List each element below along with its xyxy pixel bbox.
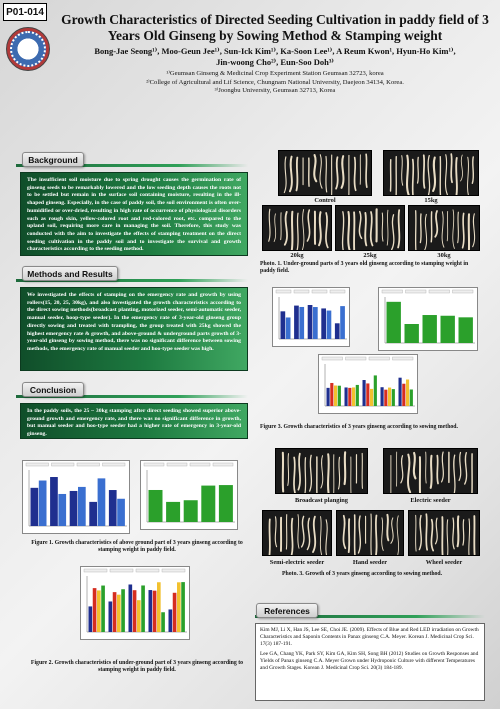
chart-bar bbox=[294, 306, 299, 339]
figure2-caption: Figure 2. Growth characteristics of under-ground part of 3 years ginseng according to stamping weight in paddy field. bbox=[30, 660, 244, 674]
ginseng-root-shape bbox=[459, 452, 461, 480]
chart-bar bbox=[70, 491, 78, 526]
ginseng-root-shape bbox=[305, 458, 306, 494]
chart-bar bbox=[330, 383, 333, 406]
ginseng-root-shape bbox=[418, 157, 419, 183]
chart-bar bbox=[181, 582, 185, 632]
figure1-caption: Figure 1. Growth characteristics of above ground part of 3 years ginseng according to stamping weight in paddy field. bbox=[31, 540, 243, 554]
ginseng-root-shape bbox=[456, 158, 457, 196]
chart-bar bbox=[384, 390, 387, 406]
label-broadcast: Broadcast planging bbox=[295, 497, 348, 504]
ginseng-root-shape bbox=[343, 516, 345, 548]
chart-bar bbox=[374, 375, 377, 406]
ginseng-root-shape bbox=[328, 454, 329, 494]
photo-electric bbox=[383, 448, 478, 494]
chart-legend-box bbox=[77, 463, 100, 466]
chart-bar bbox=[399, 378, 402, 406]
ginseng-root-shape bbox=[336, 157, 338, 188]
ginseng-root-shape bbox=[419, 516, 421, 550]
ginseng-root-shape bbox=[447, 211, 448, 240]
chart-bar bbox=[39, 481, 47, 526]
label-15kg: 15kg bbox=[424, 197, 438, 204]
chart-bar bbox=[392, 389, 395, 406]
fig1-chart-a bbox=[22, 460, 130, 534]
chart-bar bbox=[153, 591, 157, 632]
chart-bar bbox=[109, 490, 117, 526]
chart-bar bbox=[219, 485, 233, 522]
chart-legend-box bbox=[429, 290, 450, 293]
ginseng-root-shape bbox=[285, 212, 287, 245]
chart-legend-box bbox=[369, 357, 390, 360]
methods-text: We investigated the effects of stamping on the emergency rate and growth by using rollers(15, 20, 25, 30kg), and also investigated the growth characteristics according to the direct sowing methods(broadcast planting, motorized seeder, semi-automatic seeder, manual seeder, hoop-type seeder). In the emergency rate of 3-year-old ginseng group directly sowing and treated with trampling, the group treated with 25kg showed the highest emergency rate & growth, and above-ground & underground parts growth of 3-year-old ginseng by sowing method, there was no significant difference between sowing methods, the emergency rate of manual seeder and hoo-type seeder was high. bbox=[20, 287, 248, 371]
ginseng-root-shape bbox=[437, 456, 438, 484]
chart-bar bbox=[173, 593, 177, 632]
ginseng-root-shape bbox=[354, 158, 355, 191]
ginseng-root-shape bbox=[284, 157, 286, 193]
ginseng-root-shape bbox=[465, 453, 467, 484]
ginseng-root-shape bbox=[414, 453, 416, 478]
chart-bar bbox=[184, 500, 198, 522]
ginseng-root-shape bbox=[435, 211, 437, 237]
label-wheel: Wheel seeder bbox=[425, 559, 463, 566]
chart-legend-box bbox=[382, 290, 403, 293]
chart-bar bbox=[201, 486, 215, 522]
ginseng-root-shape bbox=[269, 519, 270, 556]
photo-broadcast bbox=[275, 448, 368, 494]
chart-legend-box bbox=[110, 569, 133, 572]
ginseng-root-shape bbox=[425, 214, 427, 250]
chart-legend-box bbox=[167, 463, 187, 466]
ginseng-root-shape bbox=[407, 156, 409, 195]
ginseng-root-shape bbox=[426, 452, 427, 483]
chart-bar bbox=[101, 586, 105, 632]
ginseng-root-shape bbox=[431, 456, 432, 488]
ginseng-root-shape bbox=[359, 212, 361, 239]
ginseng-root-shape bbox=[314, 155, 316, 181]
ginseng-root-shape bbox=[365, 213, 366, 246]
reference-1: Kim MJ, Li X, Han JS, Lee SE, Choi JE. (2009). Effects of Blue and Red LED irradiation on Growth Characteristics and Saponin Contents in Panax ginseng C.A. Meyer. Korean J. Medicinal Crop Sci. 17(3) 187-191. bbox=[260, 627, 479, 647]
chart-bar bbox=[348, 388, 351, 406]
chart-legend-box bbox=[312, 290, 327, 293]
chart-bar bbox=[141, 585, 145, 632]
photo1-caption: Photo. 1. Under-ground parts of 3 years old ginseng according to stamping weight in paddy field. bbox=[260, 261, 469, 275]
ginseng-root-shape bbox=[371, 514, 372, 556]
ginseng-root-shape bbox=[366, 154, 367, 187]
chart-bar bbox=[321, 308, 326, 339]
chart-bar bbox=[133, 590, 137, 632]
chart-bar bbox=[161, 612, 165, 632]
chart-bar bbox=[169, 609, 173, 632]
ginseng-root-shape bbox=[387, 515, 388, 541]
chart-bar bbox=[356, 385, 359, 406]
ginseng-root-shape bbox=[426, 514, 427, 550]
ginseng-root-shape bbox=[442, 452, 444, 482]
chart-bar bbox=[340, 306, 345, 339]
conclusion-heading: Conclusion bbox=[22, 382, 84, 397]
chart-bar bbox=[31, 488, 39, 526]
photo-hand bbox=[336, 510, 404, 556]
ginseng-root-shape bbox=[298, 515, 299, 549]
poster-title: Growth Characteristics of Directed Seeding Cultivation in paddy field of 3 Years Old Ginseng by Sowing Method & Stamping weight bbox=[61, 12, 489, 43]
chart-legend-box bbox=[213, 463, 233, 466]
ginseng-root-shape bbox=[453, 455, 455, 494]
label-30kg: 30kg bbox=[437, 252, 451, 259]
chart-legend-box bbox=[330, 290, 345, 293]
chart-bar bbox=[338, 386, 341, 406]
chart-bar bbox=[459, 317, 473, 343]
chart-bar bbox=[327, 311, 332, 339]
ginseng-root-shape bbox=[348, 212, 349, 250]
ginseng-root-shape bbox=[398, 210, 399, 247]
background-text: The insufficient soil moisture due to spring drought causes the germination rate of ginseng seeds to be remarkably lowered and the low seeding depth causes the roots not to be settled but remain in the surface soil containing moisture, resulting in the ill-shaped ginseng. Especially, in the case of paddy soil, the soil environment is often over-humidified or over-dried, resulting in high rate of occurrence of physiological disorders such as rough skin, yellow-colored root and red-colored root, etc. compared to the upland soil, requiring more care in managing the soil. Therefore, this study was conducted with the aim to investigate the effects of stamping treatment on the direct seeding cultivation in the paddy soil and to investigate the survival and growth characteristics according to the seeding method. bbox=[20, 172, 248, 256]
ginseng-root-shape bbox=[402, 156, 403, 186]
chart-bar bbox=[137, 600, 141, 632]
label-semi-electric: Semi-electric seeder bbox=[269, 559, 325, 566]
ginseng-root-shape bbox=[371, 212, 373, 245]
chart-legend-box bbox=[52, 463, 75, 466]
chart-bar bbox=[370, 389, 373, 406]
ginseng-root-shape bbox=[338, 457, 339, 489]
ginseng-root-shape bbox=[342, 156, 344, 188]
ginseng-root-shape bbox=[458, 516, 459, 546]
ginseng-root-shape bbox=[473, 214, 475, 247]
ginseng-root-shape bbox=[408, 455, 410, 493]
chart-bar bbox=[129, 584, 133, 632]
ginseng-root-shape bbox=[382, 518, 384, 551]
ginseng-root-shape bbox=[453, 210, 455, 249]
poster-id: P01-014 bbox=[3, 3, 47, 21]
authors-line-2: Jin-woong Cho²⁾, Eun-Soo Doh³⁾ bbox=[216, 57, 334, 67]
chart-bar bbox=[363, 380, 366, 406]
logo-ring bbox=[10, 31, 46, 67]
ginseng-root-shape bbox=[320, 155, 322, 188]
chart-bar bbox=[388, 388, 391, 406]
ginseng-root-shape bbox=[382, 213, 383, 241]
ginseng-root-shape bbox=[468, 157, 470, 196]
chart-bar bbox=[308, 305, 313, 339]
chart-bar bbox=[58, 494, 66, 526]
ginseng-root-shape bbox=[392, 215, 394, 250]
chart-legend-box bbox=[346, 357, 367, 360]
ginseng-root-shape bbox=[343, 212, 345, 251]
ginseng-root-shape bbox=[307, 518, 309, 549]
ginseng-root-shape bbox=[427, 156, 429, 196]
chart-bar bbox=[406, 380, 409, 406]
chart-legend-box bbox=[144, 463, 164, 466]
chart-bar bbox=[117, 499, 125, 526]
ginseng-root-shape bbox=[274, 214, 276, 242]
chart-legend-box bbox=[136, 569, 159, 572]
chart-legend-box bbox=[322, 357, 343, 360]
ginseng-root-shape bbox=[433, 158, 435, 191]
ginseng-root-shape bbox=[294, 458, 295, 494]
ginseng-root-shape bbox=[321, 456, 323, 488]
ginseng-root-shape bbox=[469, 519, 470, 556]
photo-wheel bbox=[408, 510, 480, 556]
chart-bar bbox=[313, 307, 318, 339]
chart-bar bbox=[441, 316, 455, 343]
ginseng-root-shape bbox=[375, 515, 376, 556]
chart-bar bbox=[149, 590, 153, 632]
ginseng-root-shape bbox=[401, 456, 403, 483]
chart-legend-box bbox=[103, 463, 126, 466]
methods-heading: Methods and Results bbox=[22, 266, 118, 281]
ginseng-root-shape bbox=[296, 158, 297, 191]
figure3-caption: Figure 3. Growth characteristics of 3 years ginseng according to sowing method. bbox=[260, 424, 458, 430]
affiliations bbox=[60, 70, 490, 96]
chart-bar bbox=[89, 606, 93, 632]
chart-bar bbox=[97, 590, 101, 632]
ginseng-root-shape bbox=[396, 516, 398, 556]
chart-legend-box bbox=[84, 569, 107, 572]
conclusion-text: In the paddy soils, the 25 ~ 30kg stamping after direct seeding showed superior above-ground growth and emergency rate, and there was no significant difference in growth, but manual seeder and hoo-type seeder had a higher rate of emergency in 3-year-old ginseng. bbox=[20, 403, 248, 439]
background-heading: Background bbox=[22, 152, 84, 167]
ginseng-root-shape bbox=[387, 210, 388, 245]
chart-bar bbox=[78, 487, 86, 526]
ginseng-root-shape bbox=[326, 520, 328, 556]
ginseng-root-shape bbox=[302, 209, 304, 251]
ginseng-root-shape bbox=[292, 212, 293, 251]
chart-bar bbox=[366, 383, 369, 406]
ginseng-root-shape bbox=[445, 155, 447, 195]
chart-bar bbox=[149, 490, 163, 522]
chart-bar bbox=[93, 588, 97, 632]
reference-2: Lee GA, Chang YK, Park SY, Kim GA, Kim SH, Song BH (2012) Studies on Growth Responses and Yields of Panax ginseng C.A. Meyer Grown under Hydroponic Culture with different Temperatures and Growth Stages. Korean J. Medicinal Crop Sci. 20(3) 184-189. bbox=[260, 651, 479, 671]
ginseng-root-shape bbox=[358, 516, 360, 553]
chart-bar bbox=[98, 478, 106, 526]
ginseng-root-shape bbox=[424, 155, 425, 188]
ginseng-root-shape bbox=[297, 213, 298, 250]
label-20kg: 20kg bbox=[290, 252, 304, 259]
photo-semi-electric bbox=[262, 510, 332, 556]
chart-bar bbox=[166, 502, 180, 522]
chart-bar bbox=[381, 387, 384, 406]
ginseng-root-shape bbox=[302, 516, 304, 547]
chart-legend-box bbox=[276, 290, 291, 293]
chart-bar bbox=[345, 387, 348, 406]
chart-bar bbox=[117, 595, 121, 632]
photo-control bbox=[278, 150, 372, 196]
chart-bar bbox=[157, 582, 161, 632]
authors-line-1: Bong-Jae Seong¹⁾, Moo-Geun Jee¹⁾, Sun-Ick Kim¹⁾, Ka-Soon Lee¹⁾, A Reum Kwon¹, Hyun-Ho Kim¹⁾, bbox=[94, 46, 456, 56]
ginseng-root-shape bbox=[461, 155, 463, 181]
fig3-chart-c bbox=[318, 354, 418, 414]
affiliation-2: ²⁾College of Agricultural and Lif Science, Chungnam National University, Daejeon 34134, Korea. bbox=[146, 78, 404, 86]
ginseng-root-shape bbox=[436, 518, 438, 544]
chart-bar bbox=[387, 302, 401, 343]
chart-bar bbox=[50, 477, 58, 526]
fig2-chart bbox=[80, 566, 190, 640]
ginseng-root-shape bbox=[453, 518, 454, 549]
chart-legend-box bbox=[406, 290, 427, 293]
ginseng-root-shape bbox=[431, 520, 433, 551]
ginseng-root-shape bbox=[442, 212, 444, 247]
ginseng-root-shape bbox=[310, 455, 312, 491]
chart-bar bbox=[423, 315, 437, 343]
label-control: Control bbox=[314, 197, 336, 204]
fig3-chart-b bbox=[378, 287, 478, 351]
ginseng-root-shape bbox=[463, 520, 464, 545]
ginseng-root-shape bbox=[326, 157, 327, 192]
chart-legend-box bbox=[393, 357, 414, 360]
affiliation-1: ¹⁾Geumsan Ginseng & Medicinal Crop Experiment Station Geumsan 32723, korea bbox=[166, 70, 384, 77]
ginseng-root-shape bbox=[416, 515, 417, 551]
ginseng-root-shape bbox=[391, 518, 393, 543]
ginseng-root-shape bbox=[313, 517, 315, 552]
ginseng-root-shape bbox=[447, 520, 448, 556]
chart-bar bbox=[335, 323, 340, 339]
photo-15kg bbox=[383, 150, 479, 196]
ginseng-root-shape bbox=[319, 212, 321, 245]
chart-bar bbox=[299, 307, 304, 339]
chart-bar bbox=[410, 389, 413, 406]
ginseng-root-shape bbox=[463, 213, 464, 247]
ginseng-root-shape bbox=[451, 154, 452, 182]
label-electric: Electric seeder bbox=[410, 497, 451, 504]
ginseng-root-shape bbox=[345, 452, 346, 484]
chart-bar bbox=[113, 592, 117, 632]
chart-bar bbox=[89, 502, 97, 526]
chart-legend-box bbox=[162, 569, 185, 572]
author-list bbox=[60, 46, 490, 68]
ginseng-root-shape bbox=[288, 454, 289, 486]
chart-bar bbox=[177, 582, 181, 632]
fig3-chart-a bbox=[272, 287, 350, 347]
chart-bar bbox=[286, 317, 291, 339]
references-heading: References bbox=[256, 603, 318, 618]
affiliation-3: ³⁾Joongbu University, Geumsan 32713, Korea bbox=[214, 87, 336, 95]
chart-legend-box bbox=[190, 463, 210, 466]
chart-bar bbox=[402, 384, 405, 406]
ginseng-root-shape bbox=[307, 210, 309, 241]
chart-bar bbox=[327, 388, 330, 406]
ginseng-root-shape bbox=[290, 157, 292, 192]
chart-legend-box bbox=[294, 290, 309, 293]
chart-legend-box bbox=[453, 290, 474, 293]
ginseng-root-shape bbox=[275, 517, 276, 547]
photo-25kg bbox=[335, 205, 405, 251]
ginseng-root-shape bbox=[349, 519, 350, 552]
photo-30kg bbox=[408, 205, 480, 251]
ginseng-root-shape bbox=[326, 213, 328, 247]
ginseng-root-shape bbox=[320, 517, 321, 555]
ginseng-root-shape bbox=[269, 209, 270, 241]
photo3-caption: Photo. 3. Growth of 3 years ginseng according to sowing method. bbox=[282, 571, 443, 577]
ginseng-root-shape bbox=[291, 519, 292, 556]
label-25kg: 25kg bbox=[363, 252, 377, 259]
ginseng-root-shape bbox=[469, 214, 470, 251]
ginseng-root-shape bbox=[472, 157, 473, 183]
chart-bar bbox=[405, 324, 419, 343]
chart-bar bbox=[281, 311, 286, 339]
ginseng-root-shape bbox=[354, 212, 355, 251]
chart-bar bbox=[121, 589, 125, 632]
label-hand: Hand seeder bbox=[352, 559, 388, 566]
ginseng-root-shape bbox=[458, 212, 459, 242]
chart-bar bbox=[352, 387, 355, 406]
photo-20kg bbox=[262, 205, 332, 251]
ginseng-root-shape bbox=[413, 160, 414, 196]
chart-legend-box bbox=[26, 463, 49, 466]
chart-bar bbox=[334, 386, 337, 406]
references-list bbox=[255, 623, 485, 701]
fig1-chart-b bbox=[140, 460, 238, 530]
ginseng-root-shape bbox=[420, 214, 421, 243]
chart-bar bbox=[109, 601, 113, 632]
ginseng-root-shape bbox=[298, 454, 300, 490]
